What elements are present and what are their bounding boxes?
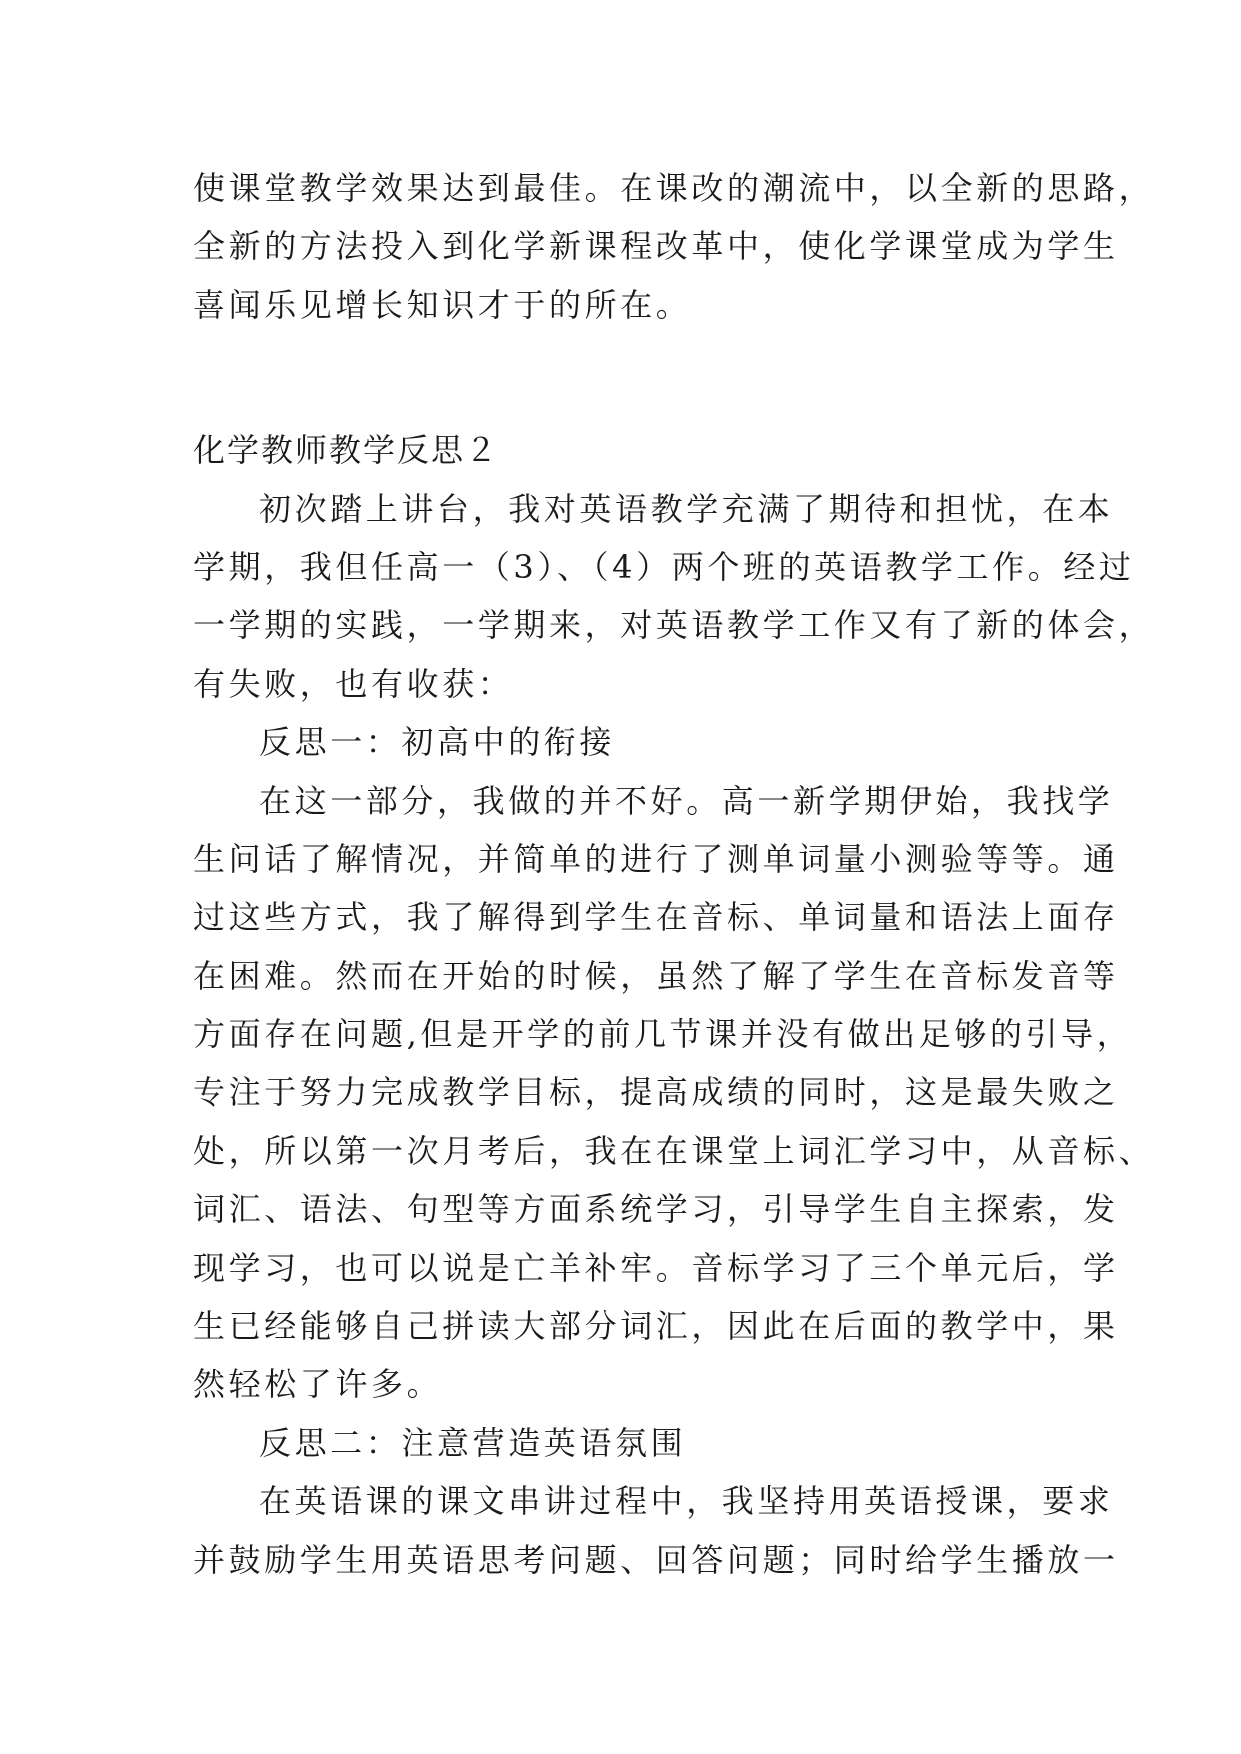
text-line: 学期，我但任高一（3）、（4）两个班的英语教学工作。经过 xyxy=(193,547,1135,586)
text-line: 使课堂教学效果达到最佳。在课改的潮流中，以全新的思路， xyxy=(193,169,1155,207)
paragraph-1 xyxy=(193,480,1155,714)
text-line: 过这些方式，我了解得到学生在音标、单词量和语法上面存 xyxy=(193,898,1119,937)
text-line: 一学期的实践，一学期来，对英语教学工作又有了新的体会， xyxy=(193,606,1155,645)
text-line: 有失败，也有收获： xyxy=(193,664,514,703)
text-line: 然轻松了许多。 xyxy=(193,1365,443,1404)
text-line: 方面存在问题,但是开学的前几节课并没有做出足够的引导， xyxy=(193,1015,1133,1054)
paragraph-2 xyxy=(193,772,1155,1414)
text-line: 词汇、语法、句型等方面系统学习，引导学生自主探索，发 xyxy=(193,1190,1119,1229)
text-line: 全新的方法投入到化学新课程改革中，使化学课堂成为学生 xyxy=(193,227,1119,266)
subheading-2: 反思二：注意营造英语氛围 xyxy=(259,1423,687,1462)
text-line: 初次踏上讲台，我对英语教学充满了期待和担忧，在本 xyxy=(259,489,1114,528)
intro-paragraph xyxy=(193,159,1155,334)
text-line: 专注于努力完成教学目标，提高成绩的同时，这是最失败之 xyxy=(193,1073,1119,1112)
text-line: 喜闻乐见增长知识才于的所在。 xyxy=(193,285,692,324)
subheading-1: 反思一：初高中的衔接 xyxy=(259,723,616,762)
section-title: 化学教师教学反思２ xyxy=(193,431,500,470)
text-line: 现学习，也可以说是亡羊补牢。音标学习了三个单元后，学 xyxy=(193,1248,1119,1287)
text-line: 处，所以第一次月考后，我在在课堂上词汇学习中，从音标、 xyxy=(193,1131,1155,1170)
paragraph-3 xyxy=(193,1472,1119,1589)
text-line: 生问话了解情况，并简单的进行了测单词量小测验等等。通 xyxy=(193,839,1119,878)
paragraph-gap xyxy=(193,334,1057,421)
text-line: 生已经能够自己拼读大部分词汇，因此在后面的教学中，果 xyxy=(193,1307,1119,1346)
text-line: 在困难。然而在开始的时候，虽然了解了学生在音标发音等 xyxy=(193,956,1119,995)
text-line: 并鼓励学生用英语思考问题、回答问题；同时给学生播放一 xyxy=(193,1540,1119,1579)
text-line: 在这一部分，我做的并不好。高一新学期伊始，我找学 xyxy=(259,781,1114,820)
text-line: 在英语课的课文串讲过程中，我坚持用英语授课，要求 xyxy=(259,1482,1114,1521)
document-page xyxy=(193,159,1155,1589)
